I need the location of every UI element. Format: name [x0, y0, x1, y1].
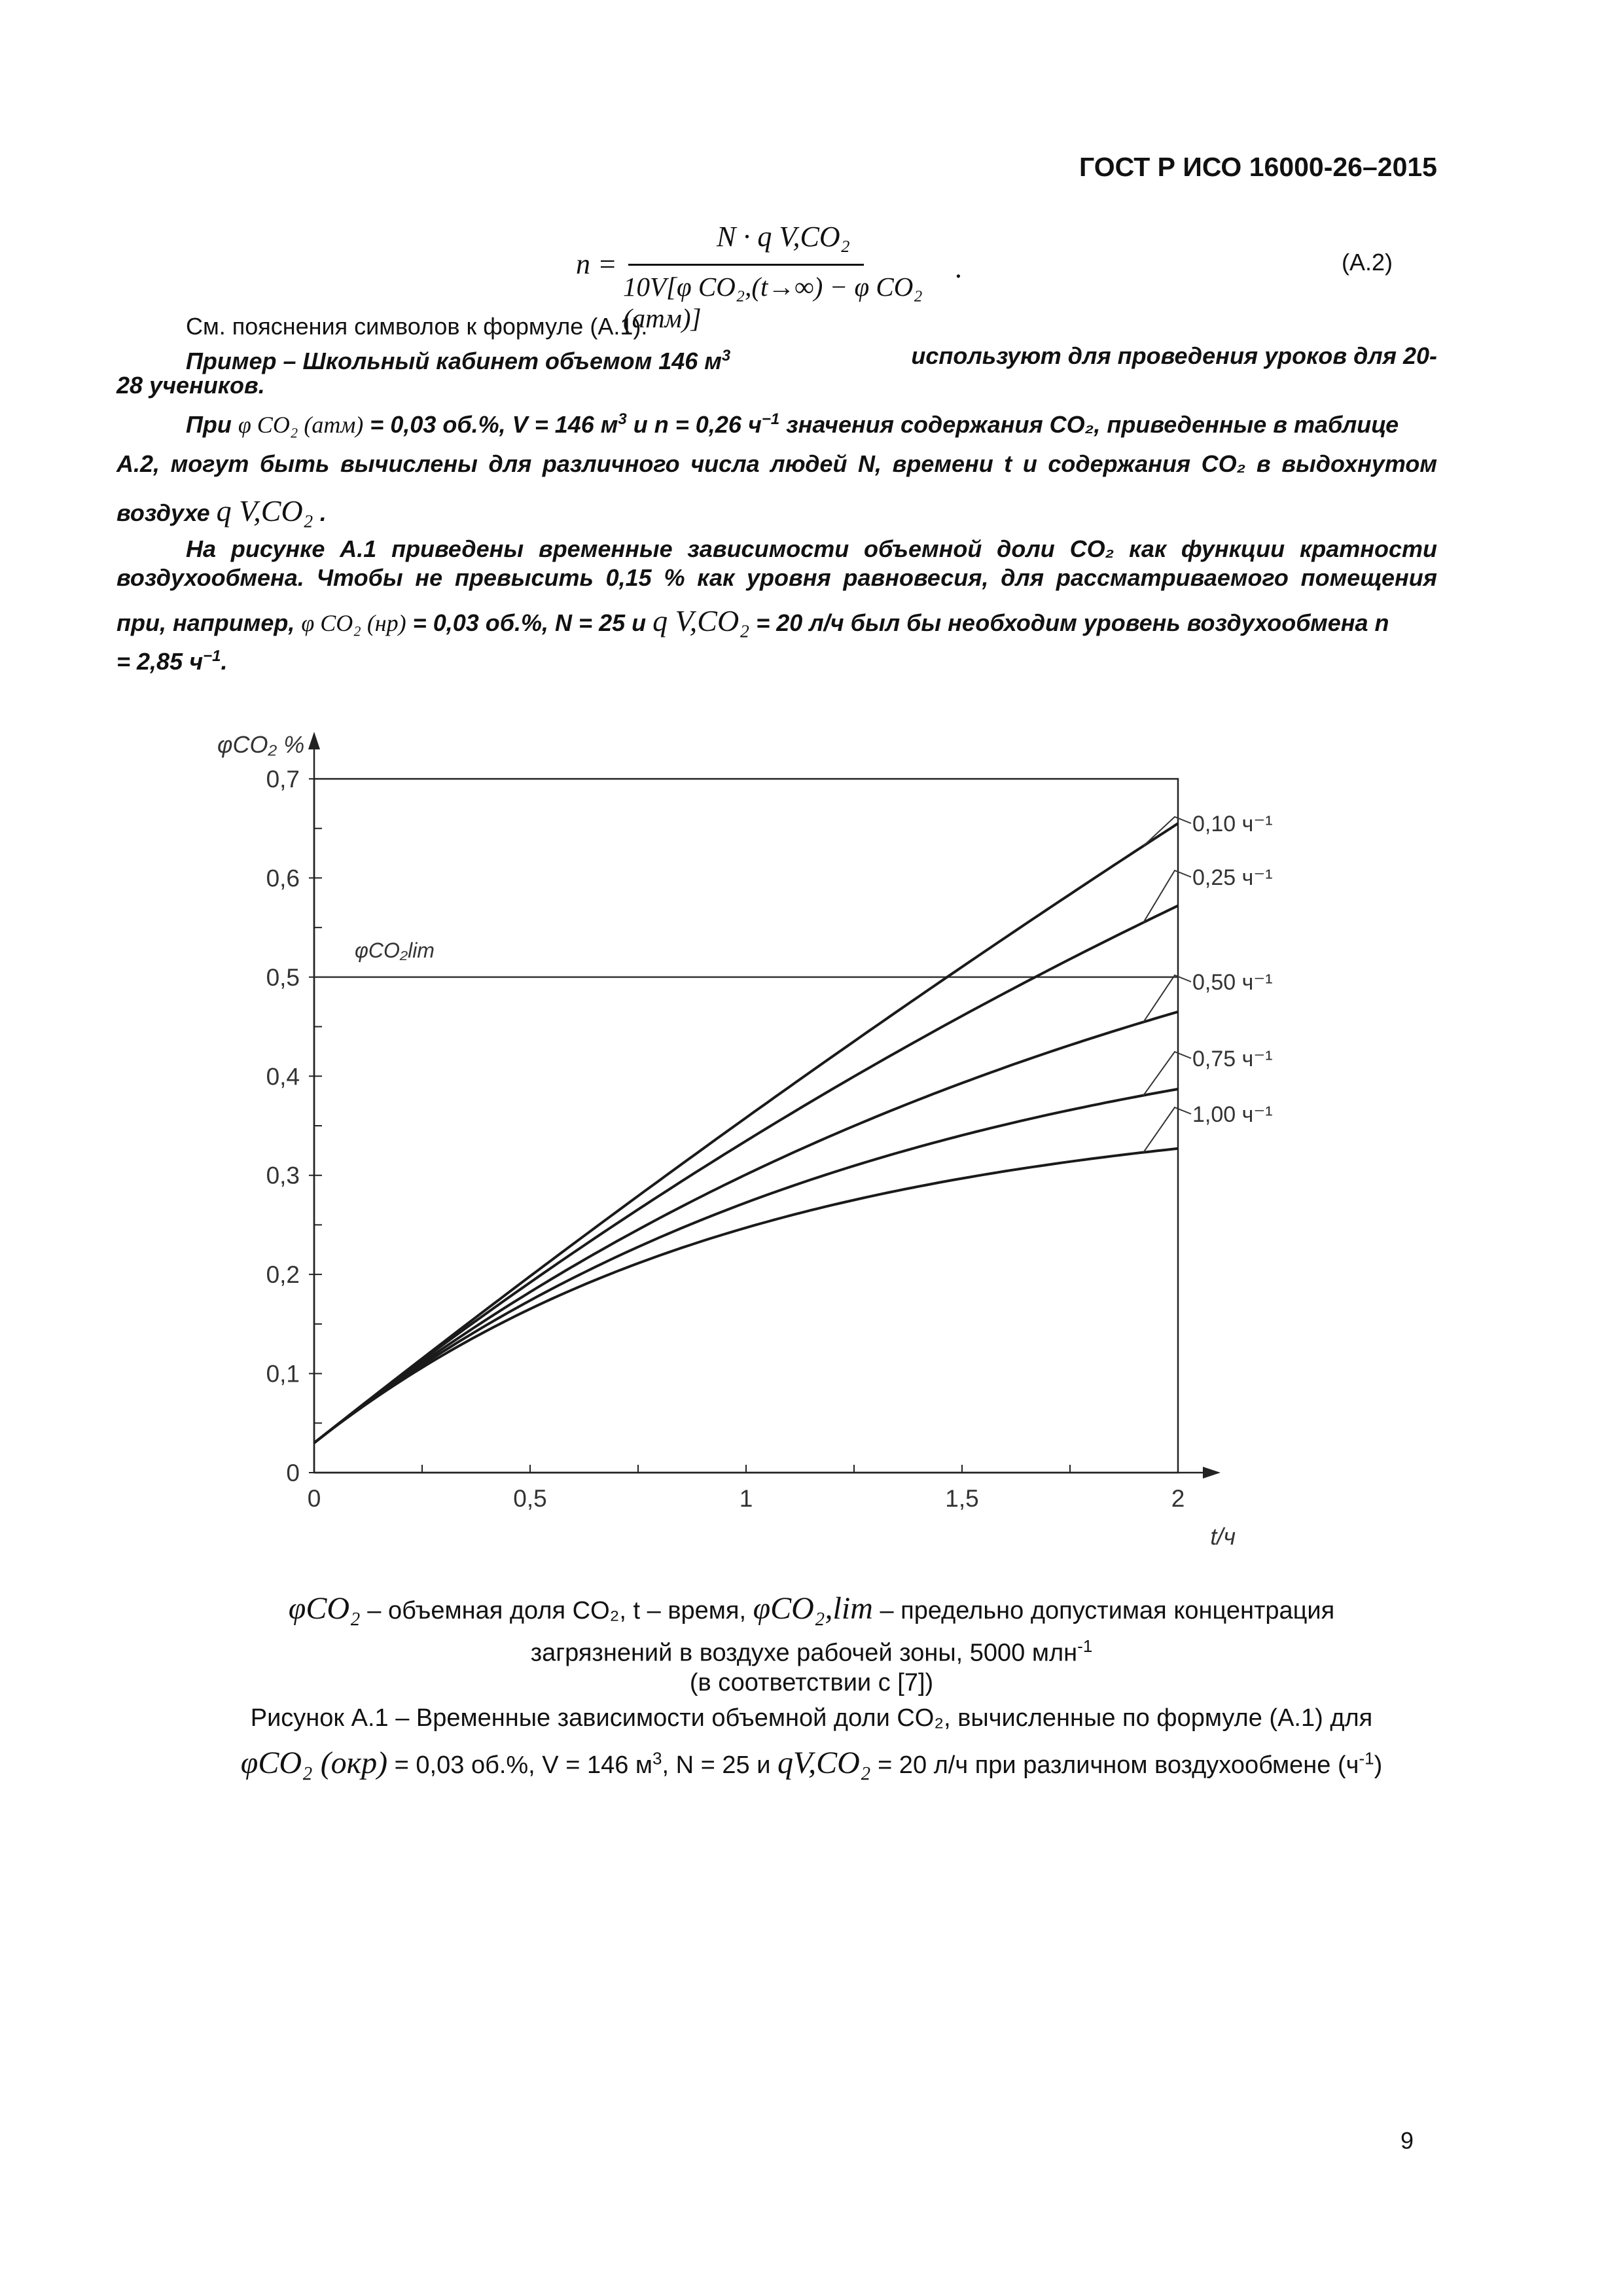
- y-tick-label: 0,3: [266, 1162, 300, 1189]
- caption-line-1: φCO₂ – объемная доля CO₂, t – время, φCO₂,lim – предельно допустимая концентрация: [288, 1591, 1335, 1626]
- caption-line-5: φCO₂ (окр) = 0,03 об.%, V = 146 $м^3$, N = 25 и qV,CO₂ = 20 л/ч при различном воздухообмене $(ч^{-1})$: [240, 1746, 1383, 1780]
- x-axis-arrow: [1203, 1467, 1221, 1479]
- para2-line-1: При φ CO₂ (атм) = 0,03 об.%, V = 146 $м^3$ и n = 0,26 $ч^{-1}$ значения содержания CO₂, приведенные в таблице: [186, 410, 1399, 438]
- y-axis-arrow: [308, 732, 320, 749]
- formula-dot: .: [955, 252, 963, 284]
- example-line-2: 28 учеников.: [116, 372, 265, 399]
- y-tick-label: 0,6: [266, 865, 300, 892]
- series-label: 0,50 ч⁻¹: [1192, 970, 1273, 995]
- para3-line-1: На рисунке А.1 приведены временные зависимости объемной доли CO₂ как функции кратности: [186, 535, 1437, 562]
- para3-line-4: = 2,85 $ч^{-1}$.: [116, 647, 228, 675]
- formula-lhs: n =: [576, 248, 617, 280]
- formula-a2: [563, 216, 982, 333]
- y-tick-label: 0,1: [266, 1360, 300, 1388]
- q-v-co2-symbol: q V,CO₂: [216, 494, 313, 528]
- x-tick-label: 1,5: [945, 1485, 979, 1512]
- formula-denominator: 10V[φ CO₂,(t→∞) − φ CO₂ (атм)]: [623, 272, 923, 333]
- series-leader-line: [1143, 870, 1191, 922]
- series-leader-line: [1143, 1052, 1191, 1096]
- y-tick-label: 0,2: [266, 1261, 300, 1289]
- x-tick-label: 2: [1171, 1485, 1185, 1512]
- y-tick-label: 0,7: [266, 766, 300, 793]
- limit-line-label: φCO₂lim: [355, 938, 435, 962]
- fraction-bar: [628, 264, 864, 266]
- curve-series-5: [314, 1149, 1178, 1443]
- example-line-1: Пример – Школьный кабинет объемом 146 $м^3$ используют для проведения уроков для 20-: [186, 342, 1437, 374]
- para3-line-2: воздухообмена. Чтобы не превысить 0,15 % как уровня равновесия, для рассматриваемого помещения: [116, 564, 1437, 591]
- y-tick-label: 0,4: [266, 1063, 300, 1090]
- co2-time-chart: [170, 707, 1348, 1597]
- y-tick-label: 0: [286, 1460, 300, 1486]
- para2-line-3: воздухе q V,CO₂ .: [116, 494, 327, 528]
- phi-co2-atm-symbol: φ CO₂ (атм): [238, 412, 364, 438]
- q-v-co2-symbol-2: q V,CO₂: [652, 604, 750, 637]
- x-tick-label: 1: [739, 1485, 753, 1512]
- x-tick-label: 0,5: [513, 1485, 547, 1512]
- series-label: 0,10 ч⁻¹: [1192, 812, 1273, 836]
- caption-line-3: (в соответствии с [7]): [689, 1669, 934, 1696]
- figure-caption: Рисунок А.1 – Временные зависимости объемной доли CO₂, вычисленные по формуле (А.1) для: [250, 1704, 1373, 1732]
- series-label: 0,75 ч⁻¹: [1192, 1047, 1273, 1071]
- series-label: 1,00 ч⁻¹: [1192, 1102, 1273, 1127]
- phi-co2-nr-symbol: φ CO₂ (нр): [301, 610, 406, 636]
- para2-line-2: А.2, могут быть вычислены для различного числа людей N, времени t и содержания CO₂ в выдохнутом: [116, 450, 1437, 477]
- y-axis-label: φCO₂ %: [217, 731, 305, 758]
- series-leader-line: [1143, 1107, 1191, 1153]
- x-tick-label: 0: [307, 1485, 321, 1512]
- formula-number: (A.2): [1342, 249, 1393, 276]
- caption-line-2: загрязнений в воздухе рабочей зоны, 5000 млн$^{-1}$: [530, 1636, 1093, 1667]
- formula-numerator: N · q V,CO₂: [717, 221, 850, 253]
- series-label: 0,25 ч⁻¹: [1192, 865, 1273, 890]
- document-code: ГОСТ Р ИСО 16000-26–2015: [1079, 152, 1437, 182]
- x-axis-label: t/ч: [1210, 1523, 1236, 1550]
- plot-frame: [314, 779, 1178, 1473]
- para3-line-3: при, например, φ CO₂ (нр) = 0,03 об.%, N = 25 и q V,CO₂ = 20 л/ч был бы необходим уровень воздухообмена n: [116, 604, 1389, 637]
- symbols-note: См. пояснения символов к формуле (A.1).: [186, 313, 648, 340]
- page-number: 9: [1400, 2127, 1414, 2154]
- y-tick-label: 0,5: [266, 963, 300, 991]
